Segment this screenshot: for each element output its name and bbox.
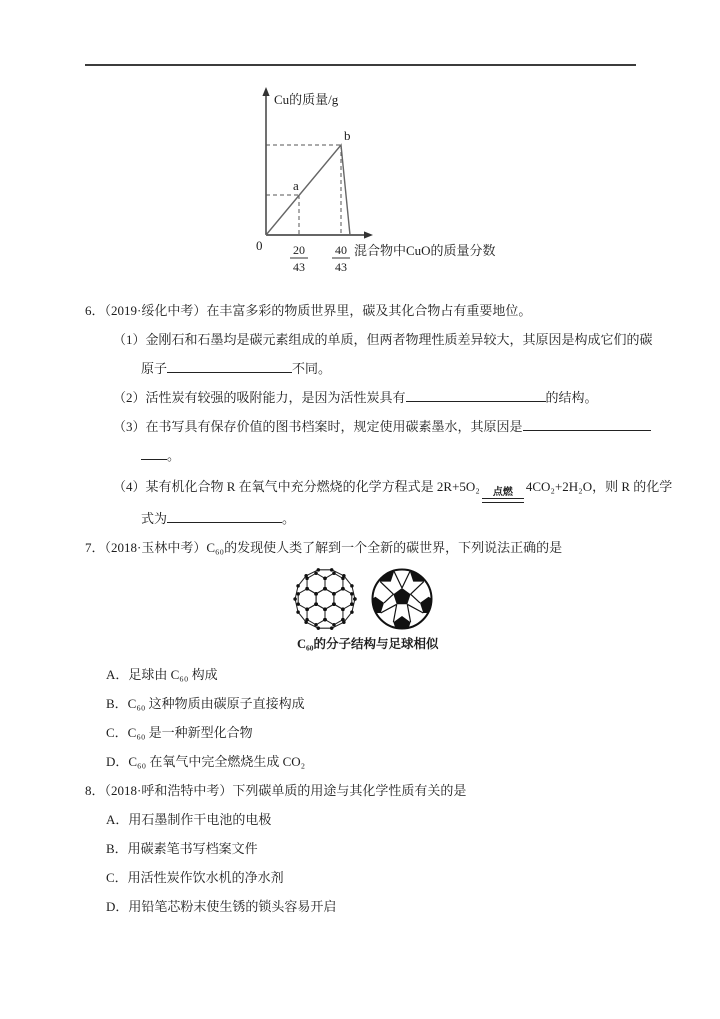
question-7-text: （2018·玉林中考）C₆₀的发现使人类了解到一个全新的碳世界，下列说法正确的是 xyxy=(104,540,563,555)
reaction-condition xyxy=(482,487,524,503)
data-line xyxy=(266,145,350,235)
q8-option-b: B．用碳素笔书写档案文件 xyxy=(106,841,258,856)
q8-option-c: C．用活性炭作饮水机的净水剂 xyxy=(106,870,284,885)
double-equals-line xyxy=(482,498,524,503)
cu-mass-chart xyxy=(238,82,538,282)
point-a-label: a xyxy=(293,178,299,193)
q7-figure-caption: C₆₀的分子结构与足球相似 xyxy=(297,637,439,651)
answer-blank xyxy=(406,387,546,402)
q6-part1-line1: （1）金刚石和石墨均是碳元素组成的单质，但两者物理性质差异较大，其原因是构成它们的碳 xyxy=(113,332,653,347)
q6-part3-line2: 。 xyxy=(85,441,645,470)
q6-part4-line2: 式为 。 xyxy=(85,504,645,533)
question-8-stem xyxy=(85,776,645,805)
x-axis-arrow-icon xyxy=(364,231,373,238)
answer-blank xyxy=(523,416,651,431)
questions-area xyxy=(85,296,673,921)
ignite-condition-label: 点燃 xyxy=(492,487,513,498)
question-7-number: 7． xyxy=(85,540,105,555)
q6-part4-line1: （4）某有机化合物 R 在氧气中充分燃烧的化学方程式是 2R+5O₂ 点燃 4CO₂+2H₂O，则 R 的化学 xyxy=(85,470,645,504)
q8-option-d: D．用铅笔芯粉末使生锈的锁头容易开启 xyxy=(106,899,337,914)
q6-part3-line1: （3）在书写具有保存价值的图书档案时，规定使用碳素墨水，其原因是 xyxy=(85,412,645,441)
x-tick1-numerator: 20 xyxy=(293,243,305,257)
y-axis-arrow-icon xyxy=(262,87,269,96)
x-axis-label: 混合物中CuO的质量分数 xyxy=(354,243,496,258)
q6-part2: （2）活性炭有较强的吸附能力，是因为活性炭具有 的结构。 xyxy=(85,383,645,412)
question-7-stem xyxy=(85,533,645,562)
q7-option-b: B．C₆₀ 这种物质由碳原子直接构成 xyxy=(106,696,305,711)
q6-part1-line2: 原子 不同。 xyxy=(85,354,645,383)
q7-option-d: D．C₆₀ 在氧气中完全燃烧生成 CO₂ xyxy=(106,754,306,769)
q7-option-a: A．足球由 C₆₀ 构成 xyxy=(106,667,218,682)
question-8-number: 8． xyxy=(85,783,105,798)
answer-blank xyxy=(167,358,292,373)
y-axis-label: Cu的质量/g xyxy=(274,92,339,107)
x-tick2-denominator: 43 xyxy=(335,260,347,274)
question-6-text: （2019·绥化中考）在丰富多彩的物质世界里，碳及其化合物占有重要地位。 xyxy=(104,303,532,318)
answer-blank xyxy=(167,508,282,523)
q7-figure xyxy=(290,564,645,634)
header-rule-divider xyxy=(85,64,636,66)
question-6-stem xyxy=(85,296,645,325)
x-tick2-numerator: 40 xyxy=(335,243,347,257)
question-8-text: （2018·呼和浩特中考）下列碳单质的用途与其化学性质有关的是 xyxy=(104,783,467,798)
c60-molecule-image xyxy=(290,566,360,632)
question-6-number: 6． xyxy=(85,303,105,318)
q7-option-c: C．C₆₀ 是一种新型化合物 xyxy=(106,725,253,740)
x-tick1-denominator: 43 xyxy=(293,260,305,274)
soccer-ball-image xyxy=(370,567,434,631)
point-b-label: b xyxy=(344,128,351,143)
answer-blank xyxy=(141,445,167,460)
origin-tick-label: 0 xyxy=(256,238,263,253)
q8-option-a: A．用石墨制作干电池的电极 xyxy=(106,812,272,827)
